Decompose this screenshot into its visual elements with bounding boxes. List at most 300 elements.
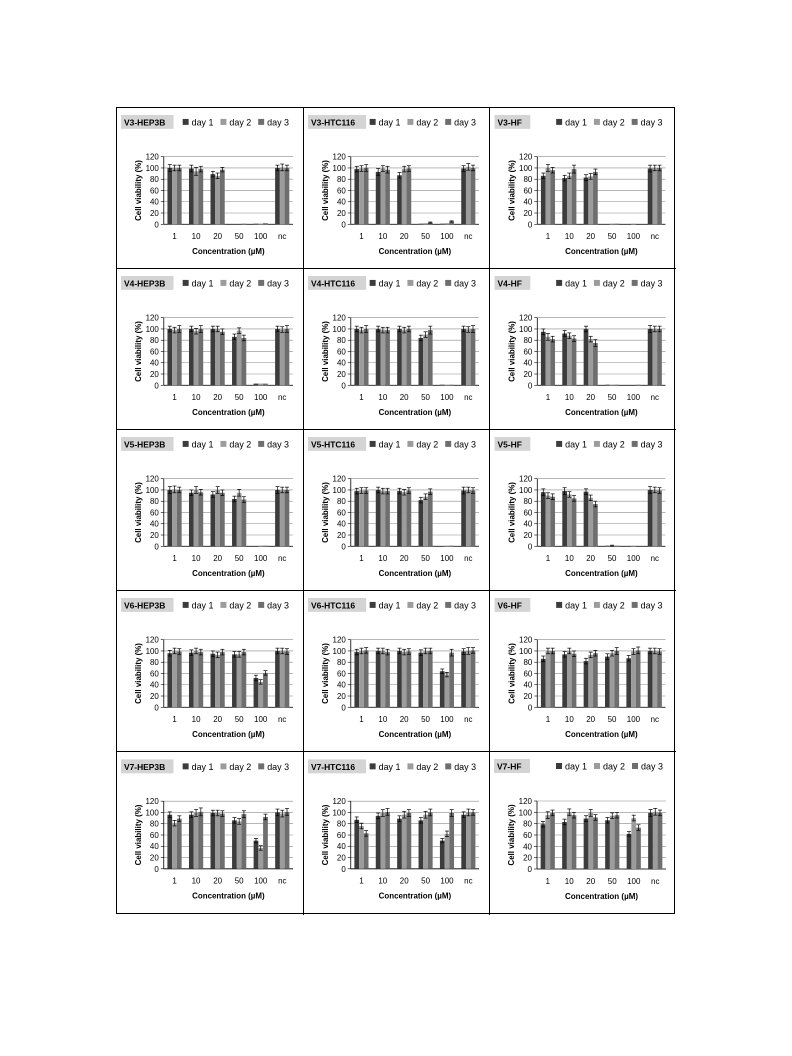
bar-50-day1: [419, 820, 424, 868]
x-axis-label: Concentration (µM): [192, 247, 265, 257]
y-axis-label: Cell viability (%): [320, 160, 330, 221]
bar-50-day3: [242, 338, 247, 385]
bar-10-day2: [567, 494, 572, 546]
bar-50-day1: [232, 654, 237, 707]
bar-50-day1: [605, 657, 610, 708]
x-tick-label: 20: [213, 232, 223, 242]
legend-swatch-1: [556, 763, 562, 769]
x-tick-label: 100: [254, 393, 268, 403]
bar-nc-day3: [285, 490, 290, 546]
y-tick-label: 80: [336, 336, 346, 346]
y-tick-label: 0: [341, 864, 346, 874]
y-tick-label: 120: [519, 152, 533, 162]
legend-label-1: day 1: [565, 117, 587, 128]
bar-50-day1: [605, 385, 610, 386]
bar-100-day1: [254, 224, 259, 225]
x-axis-label: Concentration (µM): [565, 247, 638, 257]
y-axis-label: Cell viability (%): [507, 321, 517, 382]
bar-20-day1: [584, 329, 589, 385]
bar-10-day1: [562, 654, 567, 707]
y-tick-label: 120: [519, 313, 533, 323]
chart-panel-v3-hep3b: [117, 108, 304, 269]
y-tick-label: 0: [341, 381, 346, 391]
bar-50-day1: [419, 500, 424, 546]
bar-1-day3: [364, 329, 369, 385]
x-tick-label: 100: [626, 393, 641, 403]
bar-10-day3: [572, 169, 577, 224]
legend-swatch-3: [258, 602, 264, 608]
bar-100-day2: [445, 223, 450, 224]
legend-label-2: day 2: [416, 278, 439, 289]
x-tick-label: 10: [378, 554, 388, 564]
bar-1-day3: [550, 170, 555, 224]
bar-10-day1: [376, 172, 381, 224]
x-tick-label: nc: [464, 232, 473, 242]
x-tick-label: 20: [586, 554, 596, 564]
x-tick-label: nc: [651, 877, 660, 886]
y-tick-label: 0: [527, 703, 533, 713]
bar-nc-day3: [657, 168, 662, 224]
legend-swatch-1: [183, 280, 189, 286]
bar-100-day3: [449, 653, 454, 708]
bar-1-day2: [359, 330, 364, 385]
y-tick-label: 0: [341, 703, 346, 713]
x-tick-label: 50: [234, 393, 244, 403]
legend-label-2: day 2: [602, 278, 625, 289]
x-tick-label: 10: [564, 877, 574, 886]
x-axis-label: Concentration (µM): [378, 247, 452, 257]
bar-nc-day2: [280, 490, 285, 546]
x-tick-label: 50: [234, 715, 244, 725]
bar-1-day1: [354, 820, 359, 869]
bar-nc-day1: [461, 815, 466, 869]
x-tick-label: 20: [399, 232, 409, 242]
bar-50-day3: [242, 224, 247, 225]
x-tick-label: 10: [378, 393, 388, 403]
x-tick-label: 100: [440, 393, 454, 403]
y-tick-label: 60: [149, 508, 159, 518]
chart-svg: [117, 752, 303, 915]
x-axis-label: Concentration (µM): [378, 891, 452, 901]
x-tick-label: 1: [359, 232, 364, 242]
legend-swatch-3: [632, 119, 638, 125]
bar-50-day2: [423, 497, 428, 547]
bar-20-day2: [588, 655, 593, 707]
chart-panel-v7-hep3b: [117, 752, 304, 915]
bar-50-day3: [242, 500, 247, 547]
legend-swatch-2: [407, 763, 413, 769]
bar-100-day3: [263, 817, 268, 869]
bar-100-day2: [258, 848, 263, 869]
bar-50-day1: [605, 820, 610, 869]
x-tick-label: 100: [440, 715, 454, 725]
y-tick-label: 100: [145, 324, 159, 334]
x-tick-label: nc: [464, 715, 473, 725]
bar-10-day2: [380, 330, 385, 385]
legend-swatch-3: [258, 280, 264, 286]
legend-swatch-2: [220, 280, 226, 286]
bar-100-day3: [263, 223, 268, 224]
bar-100-day1: [626, 658, 631, 707]
x-tick-label: nc: [278, 715, 287, 725]
bar-20-day1: [211, 654, 216, 707]
bar-100-day3: [636, 650, 641, 707]
bar-20-day2: [402, 169, 407, 224]
bar-nc-day2: [280, 814, 285, 869]
legend-swatch-3: [258, 119, 264, 125]
y-tick-label: 0: [341, 220, 346, 230]
y-tick-label: 80: [336, 819, 346, 829]
legend-label-3: day 3: [640, 278, 663, 289]
figure-grid: [116, 107, 675, 914]
legend-swatch-3: [445, 441, 451, 447]
bar-20-day3: [593, 343, 598, 385]
x-tick-label: nc: [278, 393, 287, 403]
bar-1-day3: [364, 650, 369, 707]
bar-100-day3: [449, 385, 454, 386]
bar-20-day3: [220, 170, 225, 225]
bar-100-day1: [440, 224, 445, 225]
bar-10-day3: [572, 339, 577, 386]
y-tick-label: 120: [145, 152, 159, 162]
x-tick-label: 10: [378, 232, 388, 242]
bar-1-day1: [354, 491, 359, 546]
x-tick-label: nc: [278, 876, 287, 886]
x-tick-label: 10: [191, 554, 201, 564]
y-axis-label: Cell viability (%): [133, 482, 143, 543]
x-tick-label: 10: [378, 715, 388, 725]
legend-swatch-2: [594, 119, 600, 125]
bar-1-day1: [541, 824, 546, 869]
bar-nc-day3: [657, 329, 662, 385]
bar-100-day1: [627, 834, 632, 869]
y-tick-label: 80: [149, 175, 159, 185]
x-tick-label: 100: [254, 876, 268, 886]
chart-title: V7-HTC116: [310, 761, 356, 772]
y-tick-label: 60: [336, 347, 346, 357]
y-tick-label: 60: [149, 669, 159, 679]
chart-title: V5-HF: [497, 439, 522, 450]
bar-nc-day2: [652, 651, 657, 707]
bar-50-day1: [232, 820, 237, 868]
chart-panel-v4-hep3b: [117, 269, 304, 430]
bar-10-day2: [567, 176, 572, 224]
bar-nc-day1: [648, 329, 653, 385]
x-tick-label: 50: [421, 554, 430, 564]
y-tick-label: 40: [336, 519, 346, 529]
y-tick-label: 20: [149, 369, 159, 379]
bar-1-day1: [167, 490, 172, 546]
y-tick-label: 120: [332, 152, 346, 162]
bar-10-day3: [198, 652, 203, 707]
bar-50-day3: [614, 385, 619, 386]
bar-1-day2: [359, 491, 364, 547]
bar-20-day2: [402, 492, 407, 546]
bar-50-day3: [428, 492, 433, 547]
legend-swatch-1: [183, 119, 189, 125]
bar-50-day1: [605, 546, 610, 547]
legend-swatch-1: [370, 441, 376, 447]
bar-1-day2: [172, 489, 177, 546]
bar-20-day1: [211, 329, 216, 385]
bar-10-day3: [385, 330, 390, 385]
bar-10-day1: [562, 822, 567, 869]
y-tick-label: 20: [149, 208, 159, 218]
bar-50-day2: [610, 653, 615, 707]
y-tick-label: 40: [523, 519, 533, 529]
bar-1-day2: [172, 330, 177, 385]
bar-20-day2: [402, 330, 407, 385]
y-tick-label: 100: [145, 485, 159, 495]
bar-nc-day3: [471, 168, 476, 224]
y-tick-label: 120: [145, 797, 159, 807]
bar-1-day3: [364, 168, 369, 224]
y-axis-label: Cell viability (%): [507, 482, 517, 543]
x-axis-label: Concentration (µM): [565, 408, 638, 418]
x-axis-label: Concentration (µM): [192, 891, 265, 901]
y-tick-label: 60: [523, 508, 533, 518]
bar-1-day1: [541, 332, 546, 385]
bar-50-day3: [242, 814, 247, 869]
chart-panel-v5-htc116: [304, 430, 490, 591]
legend-swatch-2: [220, 441, 226, 447]
y-tick-label: 40: [523, 197, 533, 207]
y-tick-label: 40: [149, 680, 159, 690]
y-tick-label: 20: [149, 530, 159, 540]
x-axis-label: Concentration (µM): [565, 569, 638, 579]
y-tick-label: 40: [149, 842, 159, 852]
bar-20-day3: [593, 817, 598, 869]
bar-10-day3: [572, 654, 577, 707]
legend-label-3: day 3: [267, 117, 290, 128]
x-tick-label: 50: [421, 876, 431, 886]
y-tick-label: 60: [149, 830, 159, 840]
bar-1-day1: [167, 653, 172, 707]
bar-10-day2: [567, 336, 572, 386]
legend-swatch-2: [220, 119, 226, 125]
chart-title: V6-HF: [497, 600, 522, 611]
bar-10-day2: [194, 331, 199, 385]
y-tick-label: 40: [149, 197, 159, 207]
chart-title: V4-HF: [497, 278, 522, 289]
chart-title: V6-HTC116: [311, 600, 356, 611]
chart-panel-v4-htc116: [304, 269, 490, 430]
legend-label-2: day 2: [416, 117, 439, 128]
bar-10-day1: [189, 653, 194, 708]
y-tick-label: 100: [145, 808, 159, 818]
bar-100-day2: [445, 546, 450, 547]
bar-100-day2: [258, 224, 263, 225]
x-tick-label: 1: [359, 876, 364, 886]
bar-20-day3: [593, 172, 598, 224]
x-tick-label: 1: [545, 393, 551, 403]
y-axis-label: Cell viability (%): [133, 804, 143, 866]
bar-50-day2: [423, 651, 428, 707]
y-tick-label: 60: [336, 669, 346, 679]
bar-1-day1: [167, 815, 172, 869]
y-tick-label: 100: [332, 324, 346, 334]
legend-label-3: day 3: [640, 117, 663, 128]
y-tick-label: 80: [149, 658, 159, 668]
chart-svg: [117, 108, 303, 268]
y-tick-label: 20: [336, 208, 346, 218]
bar-nc-day2: [466, 490, 471, 546]
bar-10-day1: [189, 169, 194, 225]
y-tick-label: 20: [336, 369, 346, 379]
bar-10-day1: [189, 329, 194, 385]
bar-10-day1: [562, 491, 567, 546]
bar-50-day2: [237, 821, 242, 868]
legend-swatch-3: [632, 441, 638, 447]
x-tick-label: 50: [607, 715, 617, 725]
x-tick-label: 1: [359, 393, 364, 403]
legend-label-3: day 3: [267, 761, 290, 772]
bar-1-day1: [354, 652, 359, 707]
legend-label-2: day 2: [603, 761, 626, 772]
y-tick-label: 80: [336, 497, 346, 507]
legend-swatch-3: [445, 119, 451, 125]
chart-title: V5-HEP3B: [124, 439, 166, 450]
x-tick-label: nc: [650, 393, 659, 403]
legend-swatch-1: [183, 602, 189, 608]
bar-10-day1: [189, 493, 194, 546]
y-tick-label: 20: [523, 691, 533, 701]
y-tick-label: 20: [149, 853, 159, 863]
y-tick-label: 80: [336, 175, 346, 185]
bar-10-day2: [380, 813, 385, 869]
bar-1-day3: [177, 819, 182, 869]
legend-swatch-1: [183, 441, 189, 447]
chart-title: V4-HEP3B: [124, 278, 166, 289]
legend-label-2: day 2: [602, 600, 625, 611]
x-tick-label: 20: [213, 554, 223, 564]
legend-swatch-3: [632, 602, 638, 608]
y-axis-label: Cell viability (%): [133, 160, 143, 221]
bar-10-day1: [376, 490, 381, 546]
legend-label-1: day 1: [565, 278, 587, 289]
bar-nc-day2: [280, 330, 285, 386]
x-tick-label: 10: [191, 715, 201, 725]
bar-50-day2: [237, 493, 242, 546]
y-tick-label: 0: [527, 542, 533, 552]
x-tick-label: 100: [254, 715, 268, 725]
x-tick-label: 100: [626, 232, 641, 242]
bar-1-day3: [177, 652, 182, 708]
y-tick-label: 120: [519, 635, 533, 645]
legend-label-1: day 1: [378, 439, 401, 450]
x-tick-label: 50: [607, 554, 617, 564]
x-tick-label: 20: [399, 393, 409, 403]
x-tick-label: 20: [586, 715, 596, 725]
bar-50-day3: [242, 652, 247, 707]
x-tick-label: 10: [564, 232, 574, 242]
legend-swatch-3: [258, 763, 264, 769]
bar-1-day3: [364, 491, 369, 547]
x-tick-label: 100: [440, 232, 454, 242]
bar-10-day3: [385, 170, 390, 225]
bar-100-day2: [445, 675, 450, 708]
bar-nc-day2: [466, 330, 471, 386]
bar-50-day3: [428, 330, 433, 385]
y-tick-label: 80: [523, 819, 532, 829]
y-axis-label: Cell viability (%): [133, 321, 143, 382]
bar-nc-day1: [648, 490, 653, 546]
bar-20-day2: [402, 815, 407, 869]
x-tick-label: nc: [278, 232, 287, 242]
bar-100-day3: [263, 546, 268, 547]
bar-nc-day1: [461, 329, 466, 385]
bar-1-day1: [541, 176, 546, 224]
bar-20-day1: [211, 813, 216, 869]
legend-swatch-2: [407, 441, 413, 447]
bar-1-day1: [167, 329, 172, 385]
chart-svg: [117, 591, 303, 751]
y-tick-label: 0: [154, 381, 159, 391]
bar-10-day2: [380, 491, 385, 546]
y-tick-label: 60: [149, 186, 159, 196]
x-tick-label: 10: [564, 393, 574, 403]
bar-100-day1: [254, 384, 259, 386]
bar-20-day1: [584, 661, 589, 707]
bar-100-day3: [263, 673, 268, 707]
x-tick-label: 50: [234, 232, 244, 242]
bar-nc-day1: [648, 651, 653, 707]
y-tick-label: 100: [519, 324, 533, 334]
chart-svg: [304, 269, 489, 429]
y-tick-label: 100: [519, 163, 533, 173]
x-tick-label: 1: [172, 715, 177, 725]
bar-100-day3: [636, 385, 641, 386]
bar-1-day2: [172, 168, 177, 224]
bar-100-day1: [440, 385, 445, 386]
bar-20-day3: [407, 329, 412, 385]
legend-label-1: day 1: [191, 439, 214, 450]
legend-label-2: day 2: [602, 439, 625, 450]
legend-label-3: day 3: [267, 278, 290, 289]
bar-10-day1: [562, 333, 567, 385]
bar-1-day2: [172, 823, 177, 869]
chart-svg: [304, 752, 489, 915]
bar-20-day2: [588, 176, 593, 224]
y-tick-label: 0: [527, 220, 533, 230]
bar-10-day2: [380, 169, 385, 225]
x-tick-label: 20: [586, 877, 596, 886]
chart-panel-v6-hep3b: [117, 591, 304, 752]
bar-50-day2: [610, 385, 615, 386]
bar-20-day3: [407, 169, 412, 225]
chart-svg: [304, 430, 489, 590]
bar-1-day2: [359, 826, 364, 869]
y-tick-label: 20: [336, 691, 346, 701]
legend-label-2: day 2: [229, 761, 252, 772]
legend-label-1: day 1: [191, 600, 214, 611]
bar-nc-day3: [285, 329, 290, 385]
bar-10-day3: [198, 329, 203, 385]
x-tick-label: nc: [650, 554, 659, 564]
bar-10-day3: [385, 491, 390, 546]
bar-20-day3: [407, 491, 412, 547]
bar-nc-day1: [648, 813, 653, 869]
bar-20-day2: [215, 490, 220, 546]
bar-10-day3: [385, 652, 390, 707]
chart-panel-v3-hf: [490, 108, 676, 269]
bar-nc-day1: [461, 169, 466, 225]
y-tick-label: 100: [332, 646, 346, 656]
y-tick-label: 120: [518, 797, 532, 806]
x-tick-label: 20: [586, 393, 596, 403]
y-tick-label: 120: [145, 313, 159, 323]
bar-nc-day3: [471, 812, 476, 868]
